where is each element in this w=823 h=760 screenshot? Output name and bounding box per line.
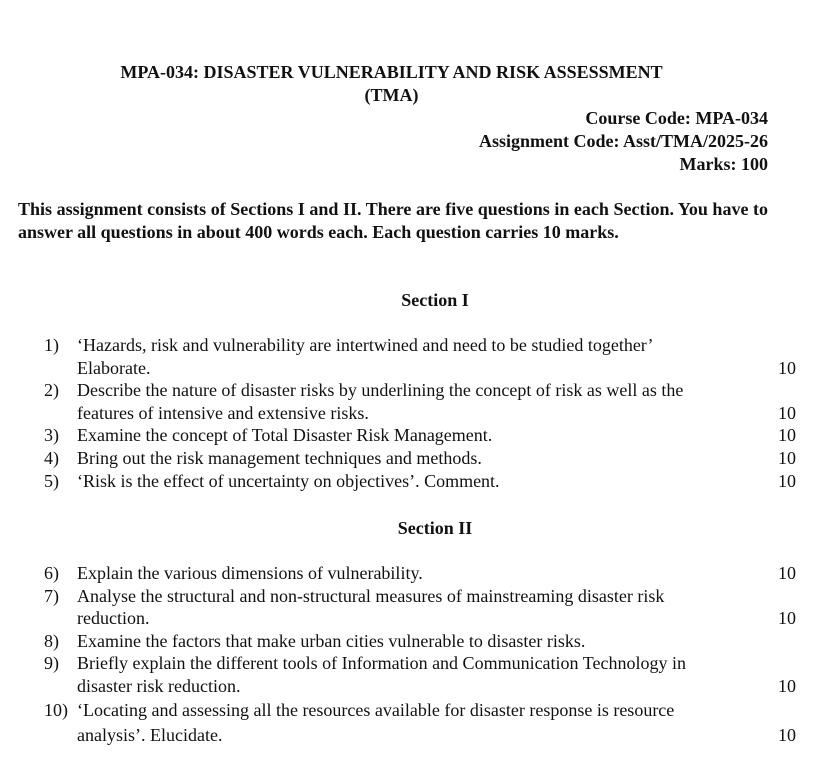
- question-text: Briefly explain the different tools of Information and Communication Technology in disaster risk reduction.: [77, 653, 686, 696]
- question-number: 5): [44, 470, 59, 491]
- question-text: ‘Hazards, risk and vulnerability are intertwined and need to be studied together’ Elaborate.: [77, 335, 653, 378]
- question-marks: 10: [778, 447, 796, 468]
- question-marks: 10: [778, 425, 796, 446]
- question-item: [44, 562, 796, 585]
- question-text: ‘Risk is the effect of uncertainty on objectives’. Comment.: [77, 470, 500, 491]
- question-number: 8): [44, 630, 59, 651]
- title-line-2: (TMA): [364, 85, 419, 105]
- question-number: 1): [44, 335, 59, 355]
- question-text: Describe the nature of disaster risks by underlining the concept of risk as well as the features of intensive and extensive risks.: [77, 380, 684, 423]
- question-marks: 10: [778, 402, 796, 423]
- assignment-code: Assignment Code: Asst/TMA/2025-26: [478, 131, 768, 151]
- question-text: Bring out the risk management techniques and methods.: [77, 447, 482, 468]
- question-text: Examine the factors that make urban cities vulnerable to disaster risks.: [77, 630, 586, 651]
- question-list-section-1: [44, 334, 796, 492]
- question-list-section-2: [44, 562, 796, 748]
- question-item: [44, 652, 796, 697]
- question-number: 9): [44, 653, 59, 674]
- question-item: [44, 630, 796, 653]
- question-marks: 10: [778, 563, 796, 583]
- question-number: 6): [44, 563, 59, 583]
- question-number: 4): [44, 447, 59, 468]
- question-marks: 10: [778, 608, 796, 629]
- section-heading: Section II: [397, 518, 473, 538]
- question-marks: 10: [778, 357, 796, 378]
- title-line-1: MPA-034: DISASTER VULNERABILITY AND RISK ASSESSMENT: [120, 62, 663, 82]
- course-info: [479, 107, 768, 176]
- section-heading: Section I: [401, 290, 469, 310]
- instructions-paragraph: This assignment consists of Sections I and II. There are five questions in each Section. You have to answer all questions in about 400 words each. Each question carries 10 marks.: [18, 199, 768, 242]
- question-text: ‘Locating and assessing all the resources available for disaster response is resource analysis’. Elucidate.: [77, 699, 675, 745]
- course-code: Course Code: MPA-034: [585, 108, 768, 128]
- question-number: 10): [44, 699, 68, 720]
- question-marks: 10: [778, 724, 796, 745]
- question-text: Explain the various dimensions of vulnerability.: [77, 563, 423, 583]
- question-item: [44, 698, 796, 748]
- question-item: [44, 585, 796, 630]
- document-title: [0, 61, 783, 107]
- question-text: Examine the concept of Total Disaster Risk Management.: [77, 425, 493, 446]
- question-number: 7): [44, 585, 59, 606]
- question-item: [44, 424, 796, 447]
- question-marks: 10: [778, 675, 796, 696]
- question-item: [44, 470, 796, 493]
- question-number: 2): [44, 380, 59, 401]
- question-marks: 10: [778, 470, 796, 491]
- total-marks: Marks: 100: [679, 154, 768, 174]
- question-text: Analyse the structural and non-structural measures of mainstreaming disaster risk reduction.: [77, 585, 665, 629]
- question-item: [44, 379, 796, 424]
- question-item: [44, 334, 796, 379]
- question-number: 3): [44, 425, 59, 446]
- question-item: [44, 447, 796, 470]
